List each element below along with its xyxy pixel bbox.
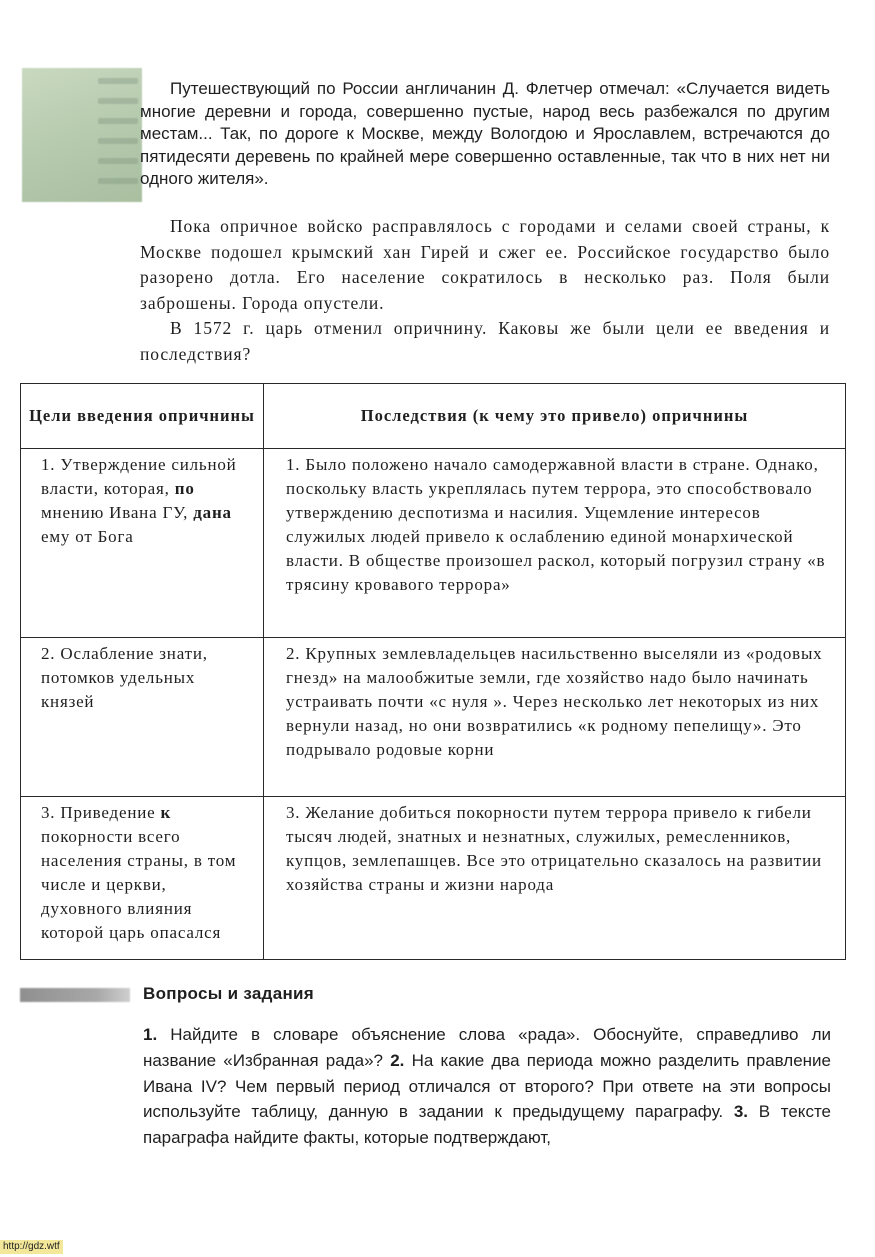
ghost-text-line <box>98 98 138 104</box>
ghost-text-line <box>98 178 138 184</box>
table-row <box>21 449 846 638</box>
consequence-cell: 1. Было положено начало самодержавной власти в стране. Однако, поскольку власть укреплялась путем террора, это способствовало утверждению деспотизма и насилия. Ущемление интересов служилых людей привело к ослаблению единой монархической власти. В обществе произошел раскол, который погрузил страну «в трясину кровавого террора» <box>264 449 846 638</box>
section-marker-bar <box>20 988 130 1002</box>
header-goals: Цели введения опричнины <box>21 384 264 449</box>
body-text <box>140 214 830 367</box>
blurred-side-image <box>22 68 142 202</box>
table-row <box>21 797 846 960</box>
body-paragraph: В 1572 г. царь отменил опричнину. Каковы же были цели ее введения и последствия? <box>140 318 830 364</box>
ghost-text-line <box>98 158 138 164</box>
watermark-link[interactable]: http://gdz.wtf <box>0 1240 63 1254</box>
ghost-text-line <box>98 138 138 144</box>
consequence-cell: 3. Желание добиться покорности путем террора привело к гибели тысяч людей, знатных и незнатных, служилых, ремесленников, купцов, землепашцев. Все это отрицательно сказалось на развитии хозяйства страны и жизни народа <box>264 797 846 960</box>
goal-cell: 1. Утверждение сильной власти, которая, по мнению Ивана ГУ, дана ему от Бога <box>21 449 264 638</box>
questions-text: 1. Найдите в словаре объяснение слова «рада». Обоснуйте, справедливо ли название «Избранная рада»? 2. На какие два периода можно разделить правление Ивана IV? Чем первый период отличался от второго? При ответе на эти вопросы используйте таблицу, данную в задании к предыдущему параграфу. 3. В тексте параграфа найдите факты, которые подтверждают, <box>143 1025 831 1148</box>
fletcher-quote: Путешествующий по России англичанин Д. Флетчер отмечал: «Случается видеть многие деревни и города, совершенно пустые, народ весь разбежался по другим местам... Так, по дороге к Москве, между Вологдою и Ярославлем, встречаются до пятидесяти деревень по крайней мере совершенно оставленные, так что в них нет ни одного жителя». <box>140 79 830 188</box>
ghost-text-line <box>98 118 138 124</box>
table-header-row <box>21 384 846 449</box>
consequence-cell: 2. Крупных землевладельцев насильственно выселяли из «родовых гнезд» на малообжитые земли, где хозяйство надо было начинать устраивать почти «с нуля ». Через несколько лет некоторых из них вернули назад, но они возвратились «к родному пепелищу». Это подрывало родовые корни <box>264 638 846 797</box>
goal-cell: 3. Приведение к покорности всего населения страны, в том числе и церкви, духовного влияния которой царь опасался <box>21 797 264 960</box>
header-consequences: Последствия (к чему это привело) опричнины <box>264 384 846 449</box>
questions-title: Вопросы и задания <box>143 984 315 1003</box>
table-row <box>21 638 846 797</box>
goal-cell: 2. Ослабление знати, потомков удельных князей <box>21 638 264 797</box>
ghost-text-line <box>98 78 138 84</box>
body-paragraph: Пока опричное войско расправлялось с городами и селами своей страны, к Москве подошел крымский хан Гирей и сжег ее. Российское государство было разорено дотла. Его население сократилось в несколько раз. Поля были заброшены. Города опустели. <box>140 216 830 313</box>
oprichnina-table <box>20 383 846 960</box>
